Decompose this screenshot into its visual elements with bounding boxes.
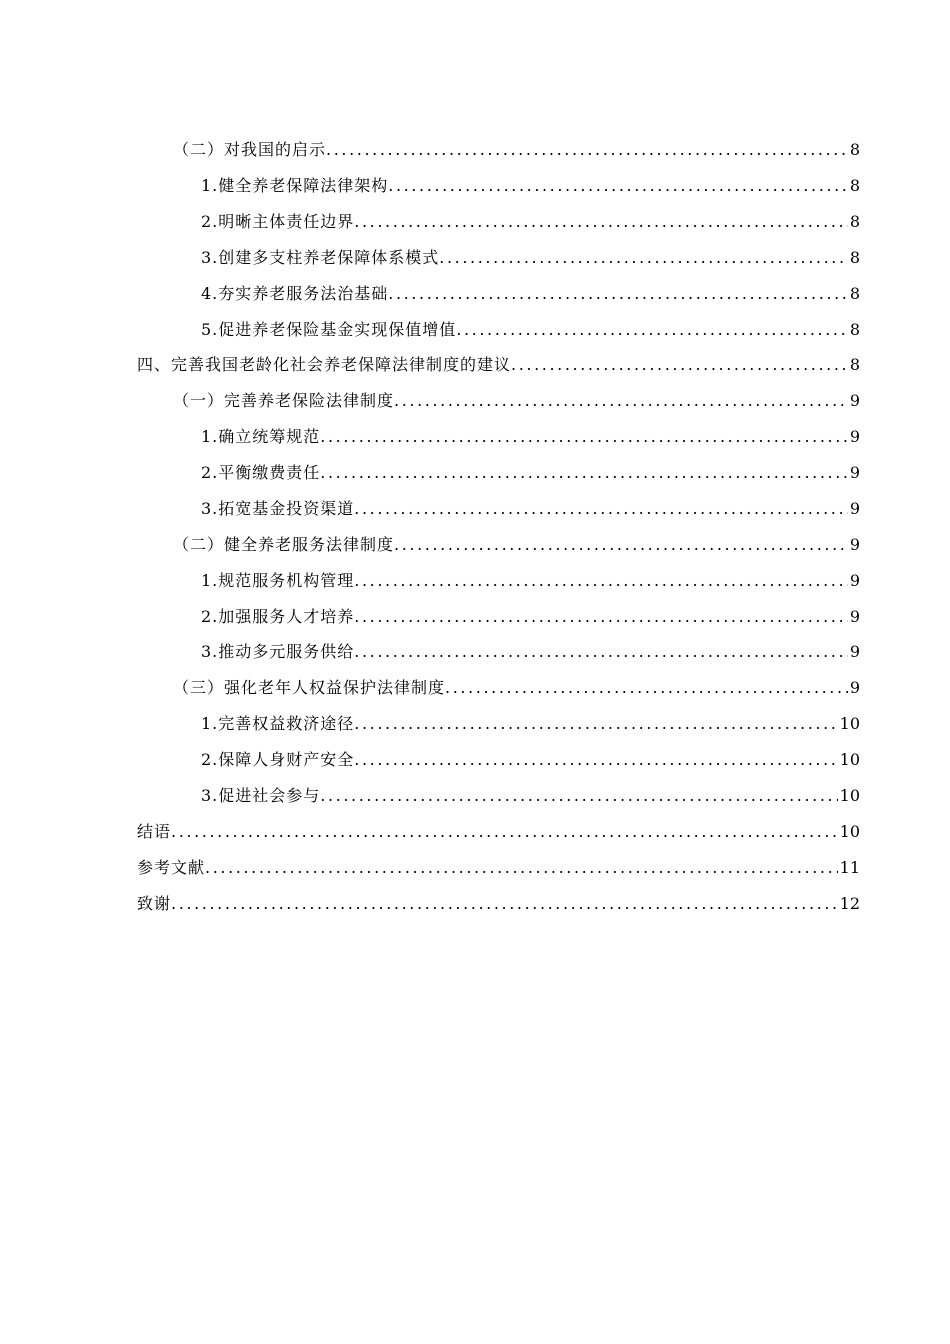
toc-entry[interactable] (201, 712, 860, 736)
toc-dot-leader (320, 784, 837, 808)
toc-entry[interactable] (201, 784, 860, 808)
toc-dot-leader (354, 497, 848, 521)
toc-page-number: 8 (849, 176, 860, 195)
toc-entry[interactable] (201, 174, 860, 198)
toc-dot-leader (320, 425, 848, 449)
toc-entry[interactable] (201, 640, 860, 664)
toc-page-number: 9 (849, 642, 860, 661)
toc-page-number: 8 (849, 212, 860, 231)
toc-entry[interactable] (201, 282, 860, 306)
toc-entry[interactable] (137, 820, 860, 844)
toc-dot-leader (205, 856, 838, 880)
toc-entry[interactable] (173, 533, 860, 557)
toc-page-number: 9 (849, 571, 860, 590)
toc-entry-title: 四、完善我国老龄化社会养老保障法律制度的建议 (137, 355, 512, 374)
toc-dot-leader (354, 605, 848, 629)
toc-page-number: 8 (849, 248, 860, 267)
toc-page-number: 10 (839, 822, 860, 841)
toc-page-number: 9 (849, 678, 860, 697)
toc-dot-leader (388, 282, 848, 306)
toc-page-number: 9 (849, 535, 860, 554)
toc-dot-leader (354, 712, 837, 736)
toc-entry-title: 1.完善权益救济途径 (201, 714, 355, 733)
toc-entry[interactable] (201, 497, 860, 521)
toc-dot-leader (394, 389, 848, 413)
toc-dot-leader (394, 533, 848, 557)
toc-entry-title: （二）健全养老服务法律制度 (173, 535, 395, 554)
toc-page-number: 8 (849, 320, 860, 339)
toc-page-number: 8 (849, 284, 860, 303)
toc-entry-title: 参考文献 (137, 858, 206, 877)
toc-dot-leader (511, 353, 848, 377)
toc-dot-leader (354, 210, 848, 234)
toc-dot-leader (320, 461, 848, 485)
toc-entry[interactable] (201, 569, 860, 593)
toc-entry[interactable] (201, 605, 860, 629)
toc-page-number: 8 (849, 355, 860, 374)
toc-dot-leader (456, 318, 848, 342)
toc-entry-title: （一）完善养老保险法律制度 (173, 391, 395, 410)
toc-entry-title: 3.拓宽基金投资渠道 (201, 499, 355, 518)
toc-entry-title: （三）强化老年人权益保护法律制度 (173, 678, 446, 697)
toc-entry[interactable] (201, 748, 860, 772)
toc-entry[interactable] (201, 210, 860, 234)
toc-entry-title: 3.推动多元服务供给 (201, 642, 355, 661)
toc-entry[interactable] (137, 353, 860, 377)
toc-dot-leader (354, 569, 848, 593)
toc-entry[interactable] (137, 856, 860, 880)
toc-entry-title: 2.保障人身财产安全 (201, 750, 355, 769)
toc-dot-leader (171, 820, 838, 844)
toc-entry-title: 3.促进社会参与 (201, 786, 321, 805)
toc-page-number: 10 (839, 786, 860, 805)
toc-entry[interactable] (173, 676, 860, 700)
toc-entry-title: 1.规范服务机构管理 (201, 571, 355, 590)
toc-page-number: 10 (839, 750, 860, 769)
toc-entry[interactable] (173, 138, 860, 162)
toc-dot-leader (354, 640, 848, 664)
toc-entry-title: 结语 (137, 822, 172, 841)
toc-entry-title: 2.加强服务人才培养 (201, 607, 355, 626)
toc-entry-title: 致谢 (137, 894, 172, 913)
toc-page-number: 9 (849, 463, 860, 482)
toc-entry-title: 5.促进养老保险基金实现保值增值 (201, 320, 457, 339)
toc-dot-leader (171, 892, 838, 916)
toc-entry-title: 3.创建多支柱养老保障体系模式 (201, 248, 440, 267)
toc-page-number: 9 (849, 391, 860, 410)
toc-entry-title: 1.健全养老保障法律架构 (201, 176, 389, 195)
toc-dot-leader (388, 174, 848, 198)
toc-entry-title: 4.夯实养老服务法治基础 (201, 284, 389, 303)
toc-dot-leader (326, 138, 848, 162)
toc-page-number: 10 (839, 714, 860, 733)
toc-entry-title: 2.明晰主体责任边界 (201, 212, 355, 231)
toc-entry-title: 2.平衡缴费责任 (201, 463, 321, 482)
toc-entry-title: （二）对我国的启示 (173, 140, 327, 159)
toc-entry-title: 1.确立统筹规范 (201, 427, 321, 446)
toc-page-number: 12 (839, 894, 860, 913)
toc-dot-leader (439, 246, 848, 270)
toc-dot-leader (445, 676, 848, 700)
toc-entry[interactable] (173, 389, 860, 413)
toc-entry[interactable] (137, 892, 860, 916)
toc-page-number: 9 (849, 427, 860, 446)
toc-entry[interactable] (201, 461, 860, 485)
toc-dot-leader (354, 748, 837, 772)
toc-page-number: 9 (849, 499, 860, 518)
toc-page-number: 11 (839, 858, 860, 877)
toc-entry[interactable] (201, 246, 860, 270)
toc-entry[interactable] (201, 425, 860, 449)
toc-entry[interactable] (201, 318, 860, 342)
toc-page-number: 9 (849, 607, 860, 626)
toc-page-number: 8 (849, 140, 860, 159)
